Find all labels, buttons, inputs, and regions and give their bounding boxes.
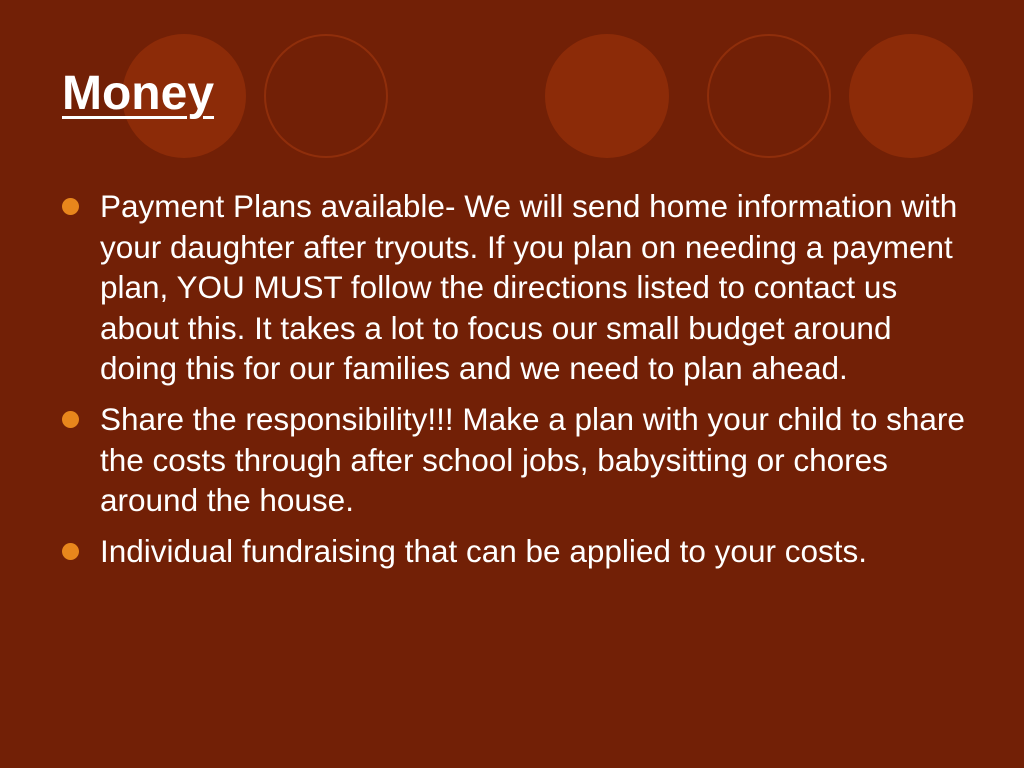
decorative-circle-filled bbox=[849, 34, 973, 158]
bullet-text: Payment Plans available- We will send home information with your daughter after tryouts. If you plan on needing a payment plan, YOU MUST follow the directions listed to contact us about this. It takes a lot to focus our small budget around doing this for our families and we need to plan ahead. bbox=[100, 188, 958, 387]
decorative-circle-outline bbox=[264, 34, 388, 158]
bullet-item bbox=[62, 186, 967, 389]
bullet-item bbox=[62, 399, 967, 521]
decorative-circle-outline bbox=[707, 34, 831, 158]
bullet-dot-icon bbox=[62, 543, 79, 560]
bullet-text: Share the responsibility!!! Make a plan with your child to share the costs through after school jobs, babysitting or chores around the house. bbox=[100, 400, 965, 519]
bullet-list bbox=[62, 186, 967, 581]
bullet-text: Individual fundraising that can be applied to your costs. bbox=[100, 532, 867, 569]
bullet-item bbox=[62, 531, 967, 572]
bullet-dot-icon bbox=[62, 411, 79, 428]
slide-title: Money bbox=[62, 67, 215, 120]
decorative-circle-filled bbox=[545, 34, 669, 158]
bullet-dot-icon bbox=[62, 198, 79, 215]
